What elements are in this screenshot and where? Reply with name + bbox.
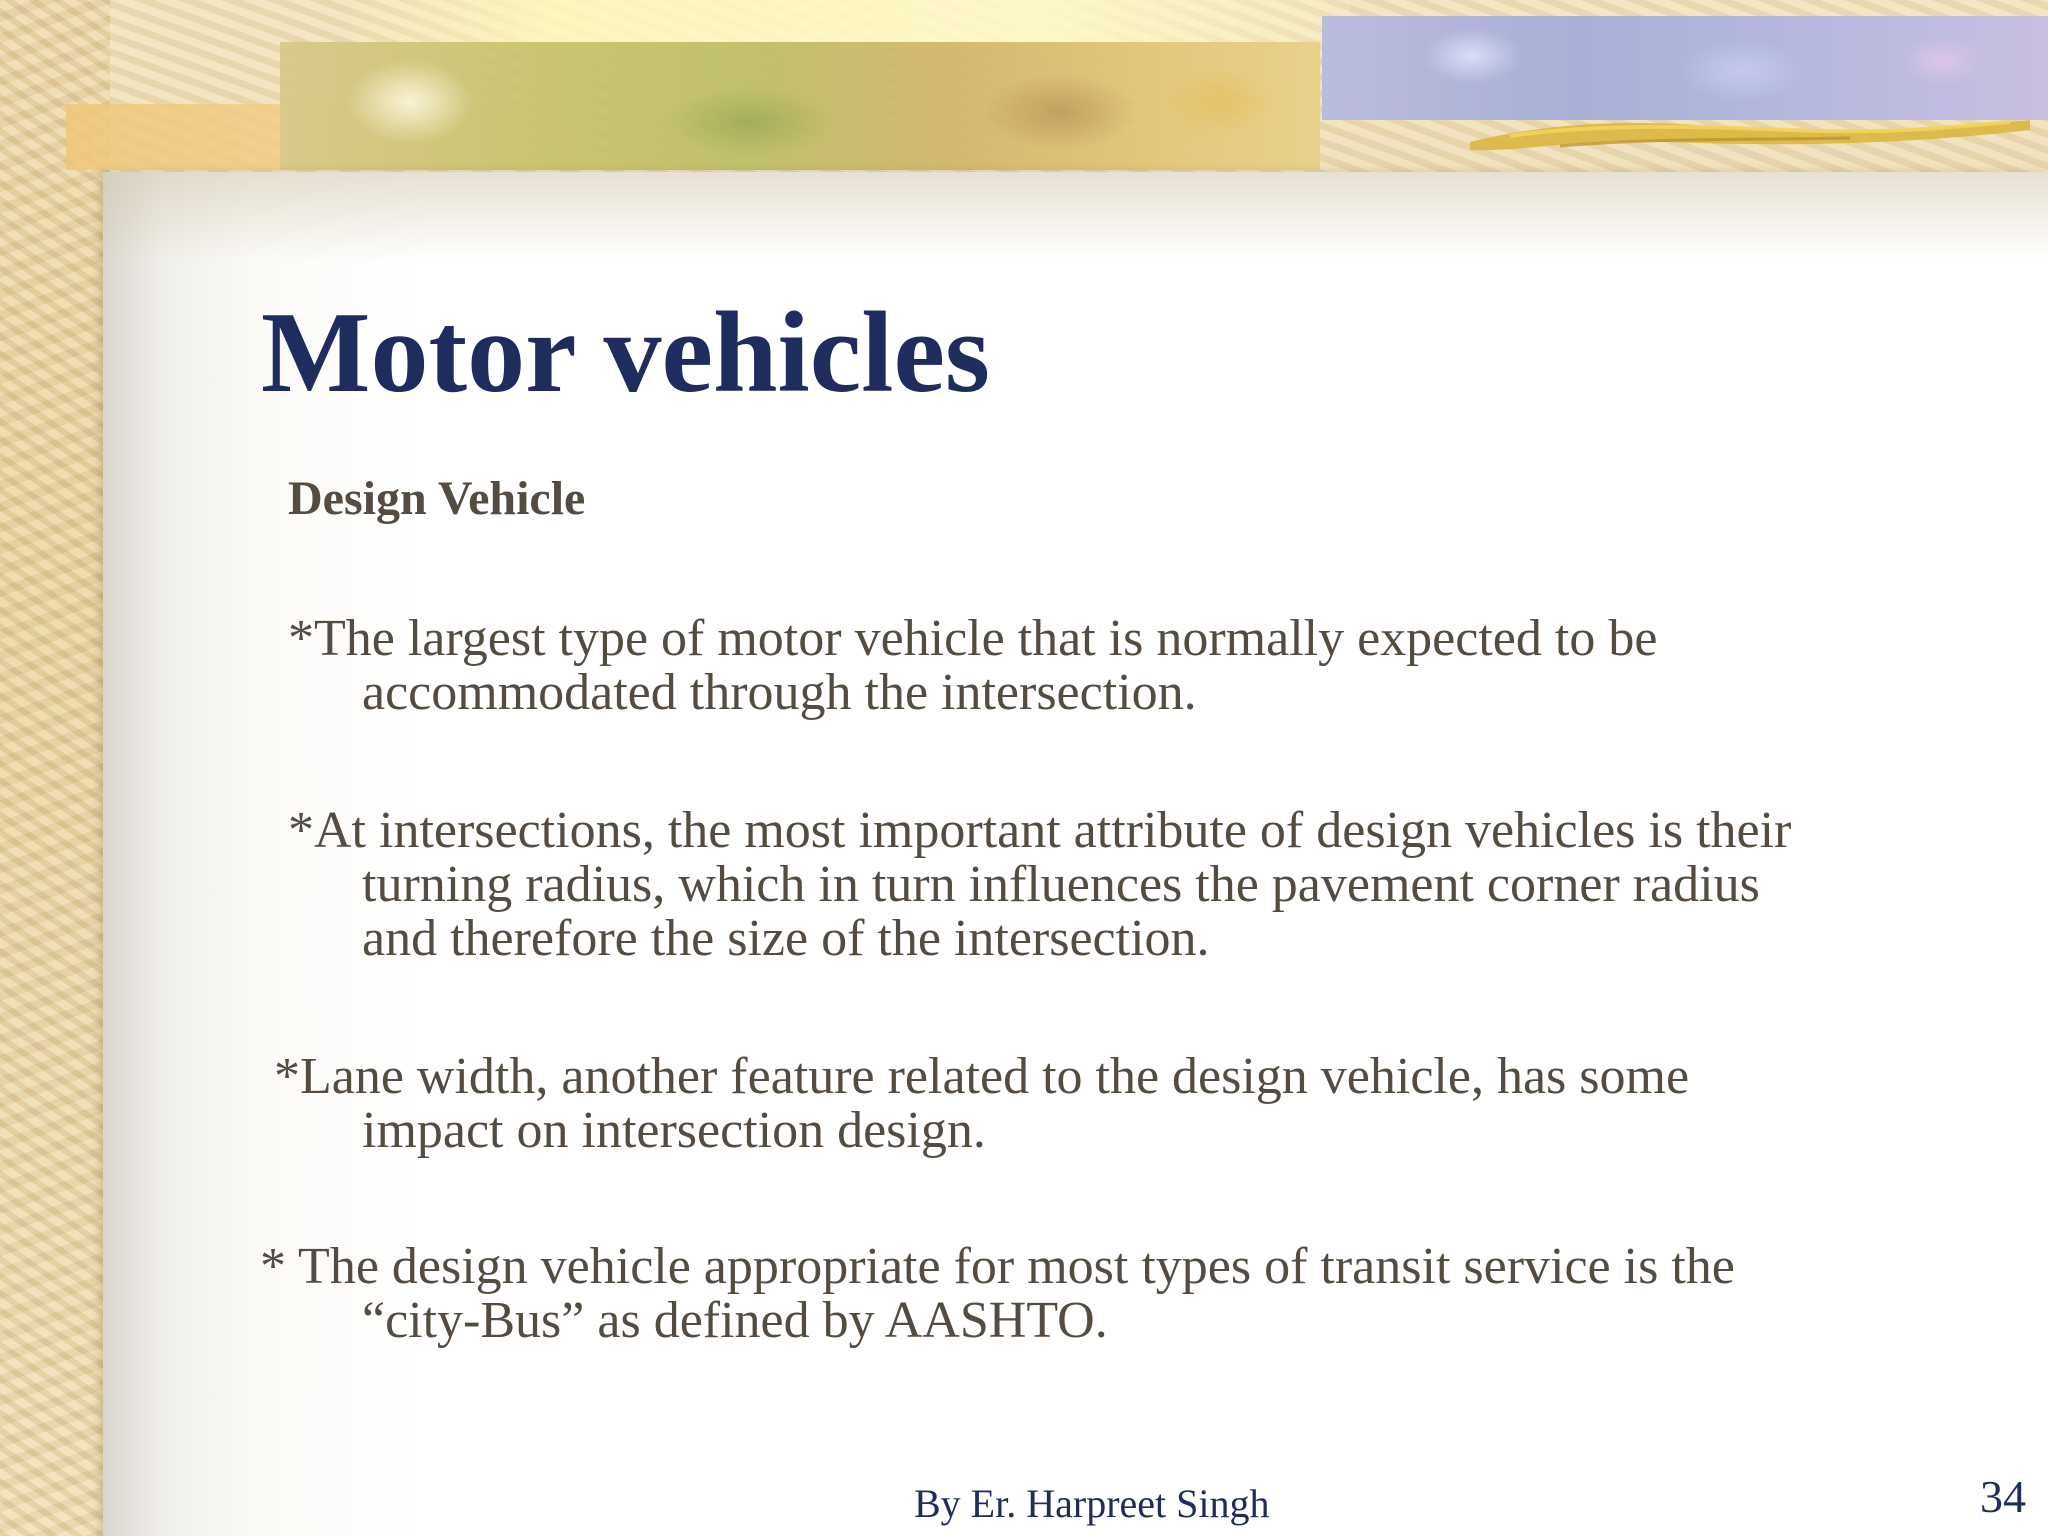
bullet-line: *At intersections, the most important attribute of design vehicles is their bbox=[288, 802, 1792, 859]
bullet-paragraph bbox=[274, 1050, 1974, 1158]
bullet-paragraph bbox=[288, 612, 1988, 720]
slide-footer-author: By Er. Harpreet Singh bbox=[914, 1481, 1270, 1526]
bullet-line: turning radius, which in turn influences the pavement corner radius bbox=[362, 856, 1760, 913]
decorative-floral-banner bbox=[280, 42, 1320, 170]
bullet-line: * The design vehicle appropriate for most types of transit service is the bbox=[260, 1238, 1735, 1295]
left-texture-background bbox=[0, 0, 110, 1536]
bullet-line: and therefore the size of the intersection. bbox=[362, 910, 1210, 967]
gold-streak-decoration bbox=[1470, 112, 2030, 160]
decorative-blue-banner bbox=[1322, 16, 2048, 120]
bullet-line: “city-Bus” as defined by AASHTO. bbox=[362, 1292, 1108, 1349]
slide-subtitle: Design Vehicle bbox=[288, 472, 586, 525]
bullet-paragraph bbox=[260, 1240, 1960, 1348]
slide-title: Motor vehicles bbox=[261, 289, 991, 417]
slide-page-number: 34 bbox=[1980, 1471, 2026, 1522]
bullet-line: accommodated through the intersection. bbox=[362, 664, 1197, 721]
bullet-line: impact on intersection design. bbox=[362, 1102, 986, 1159]
banner-yellow-strip bbox=[350, 0, 1350, 48]
bullet-line: *The largest type of motor vehicle that is normally expected to be bbox=[288, 610, 1658, 667]
bullet-line: *Lane width, another feature related to the design vehicle, has some bbox=[274, 1048, 1690, 1105]
panel-top-shade bbox=[103, 172, 2048, 262]
bullet-paragraph bbox=[288, 804, 1988, 966]
